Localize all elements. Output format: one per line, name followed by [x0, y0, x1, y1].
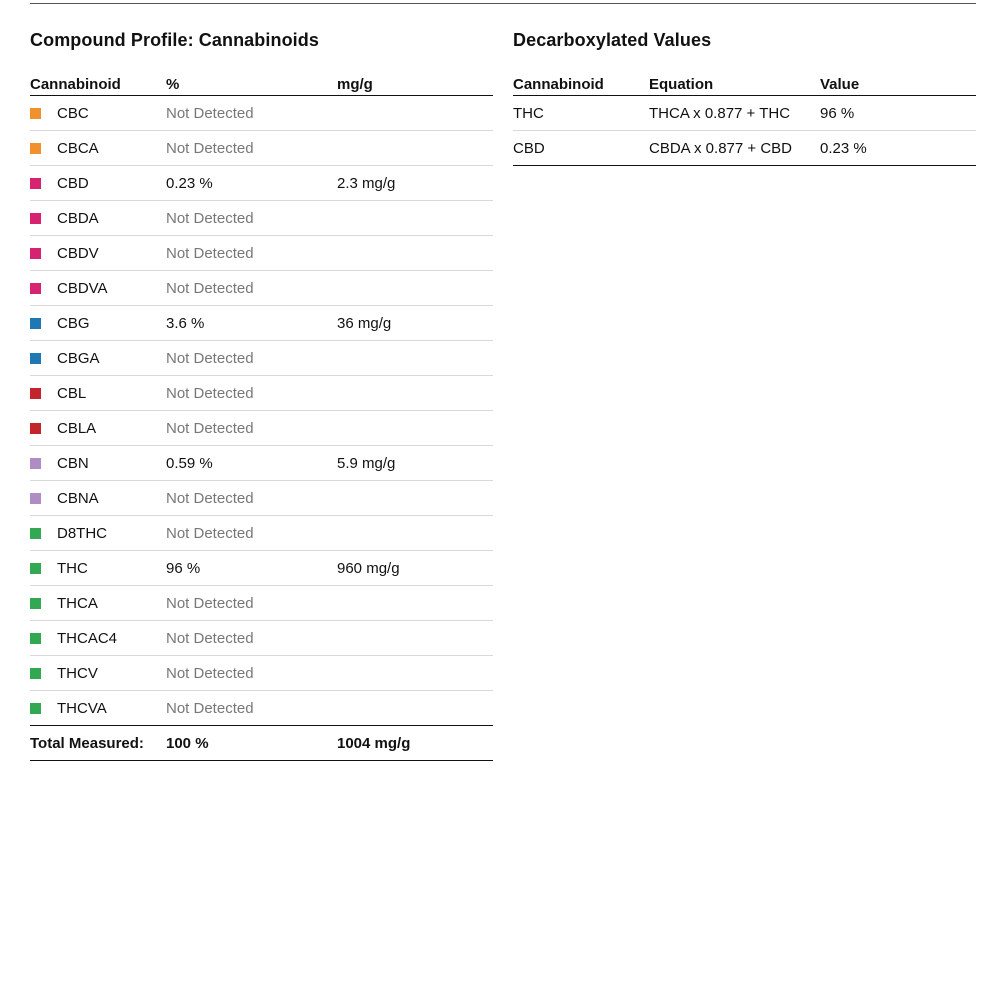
- mg-cell: [337, 586, 493, 621]
- mg-cell: 2.3 mg/g: [337, 166, 493, 201]
- cannabinoid-table-body: [30, 96, 493, 726]
- cannabinoid-name: CBGA: [57, 349, 100, 367]
- mg-cell: [337, 341, 493, 376]
- cannabinoid-cell: [30, 551, 166, 586]
- cannabinoid-table-header: [30, 73, 493, 96]
- table-row: [30, 656, 493, 691]
- equation-cell: CBDA x 0.877 + CBD: [649, 131, 820, 166]
- mg-cell: [337, 271, 493, 306]
- cannabinoid-name: THC: [57, 559, 88, 577]
- table-row: [30, 96, 493, 131]
- top-divider: [30, 3, 976, 4]
- cannabinoid-name: CBCA: [57, 139, 99, 157]
- mg-cell: [337, 236, 493, 271]
- table-row: [30, 201, 493, 236]
- table-row: [30, 551, 493, 586]
- cannabinoid-cell: [30, 131, 166, 166]
- mg-cell: [337, 621, 493, 656]
- table-row: [30, 446, 493, 481]
- color-swatch: [30, 668, 41, 679]
- percent-cell: Not Detected: [166, 96, 337, 131]
- mg-cell: 36 mg/g: [337, 306, 493, 341]
- percent-cell: Not Detected: [166, 516, 337, 551]
- cannabinoid-cell: [30, 516, 166, 551]
- table-row: [513, 131, 976, 166]
- header-decarb-cannabinoid: Cannabinoid: [513, 73, 649, 96]
- mg-cell: [337, 656, 493, 691]
- color-swatch: [30, 318, 41, 329]
- color-swatch: [30, 528, 41, 539]
- cannabinoid-cell: [30, 341, 166, 376]
- color-swatch: [30, 493, 41, 504]
- percent-cell: Not Detected: [166, 236, 337, 271]
- cannabinoid-cell: [30, 166, 166, 201]
- mg-cell: 5.9 mg/g: [337, 446, 493, 481]
- table-row: [30, 376, 493, 411]
- table-row: [30, 691, 493, 726]
- cannabinoid-name: THCA: [57, 594, 98, 612]
- color-swatch: [30, 353, 41, 364]
- percent-cell: 3.6 %: [166, 306, 337, 341]
- cannabinoid-name: THCVA: [57, 699, 107, 717]
- table-row: [30, 166, 493, 201]
- color-swatch: [30, 108, 41, 119]
- cannabinoid-name: CBG: [57, 314, 90, 332]
- total-percent: 100 %: [166, 726, 337, 761]
- color-swatch: [30, 458, 41, 469]
- percent-cell: Not Detected: [166, 699, 254, 717]
- decarboxylated-table: [513, 73, 976, 166]
- color-swatch: [30, 388, 41, 399]
- cannabinoid-name: THCV: [57, 664, 98, 682]
- header-equation: Equation: [649, 73, 820, 96]
- percent-cell: 96 %: [166, 551, 337, 586]
- percent-cell: Not Detected: [166, 271, 337, 306]
- table-row: [30, 411, 493, 446]
- compound-profile-title: Compound Profile: Cannabinoids: [30, 30, 319, 50]
- percent-cell: Not Detected: [166, 411, 337, 446]
- cannabinoid-name: CBDA: [57, 209, 99, 227]
- percent-cell: 0.59 %: [166, 446, 337, 481]
- cannabinoid-cell: [30, 306, 166, 341]
- cannabinoid-name: CBLA: [57, 419, 97, 437]
- table-row: [30, 481, 493, 516]
- total-row: [30, 726, 493, 761]
- value-cell: 0.23 %: [820, 131, 976, 166]
- mg-cell: 960 mg/g: [337, 551, 493, 586]
- table-row: [30, 341, 493, 376]
- cannabinoid-cell: [30, 656, 166, 691]
- cannabinoid-cell: [30, 411, 166, 446]
- cannabinoid-table: [30, 73, 493, 761]
- header-value: Value: [820, 73, 976, 96]
- cannabinoid-cell: [30, 271, 166, 306]
- percent-cell: 0.23 %: [166, 166, 337, 201]
- table-row: [30, 131, 493, 166]
- cannabinoid-cell: [30, 96, 166, 131]
- mg-cell: [337, 516, 493, 551]
- decarboxylated-title: Decarboxylated Values: [513, 30, 712, 50]
- color-swatch: [30, 563, 41, 574]
- header-percent: %: [166, 73, 337, 96]
- cannabinoid-cell: [30, 201, 166, 236]
- table-row: [30, 236, 493, 271]
- mg-cell: [337, 131, 493, 166]
- decarboxylated-section: [513, 27, 976, 166]
- equation-cell: THCA x 0.877 + THC: [649, 96, 820, 131]
- percent-cell: Not Detected: [166, 481, 337, 516]
- percent-cell: Not Detected: [166, 621, 337, 656]
- compound-profile-section: [30, 27, 493, 761]
- color-swatch: [30, 598, 41, 609]
- decarb-name-cell: THC: [513, 96, 649, 131]
- cannabinoid-cell: [30, 376, 166, 411]
- color-swatch: [30, 703, 41, 714]
- table-row: [30, 306, 493, 341]
- table-row: [30, 586, 493, 621]
- mg-cell: [337, 201, 493, 236]
- table-row: [30, 621, 493, 656]
- cannabinoid-name: CBC: [57, 104, 89, 122]
- color-swatch: [30, 143, 41, 154]
- cannabinoid-name: CBDV: [57, 244, 99, 262]
- percent-cell: Not Detected: [166, 131, 337, 166]
- cannabinoid-name: THCAC4: [57, 629, 118, 647]
- table-row: [30, 271, 493, 306]
- total-mg: 1004 mg/g: [337, 726, 493, 761]
- percent-cell: Not Detected: [166, 586, 337, 621]
- percent-cell: Not Detected: [166, 656, 337, 691]
- mg-cell: [337, 96, 493, 131]
- color-swatch: [30, 248, 41, 259]
- cannabinoid-name: CBD: [57, 174, 89, 192]
- cannabinoid-name: CBDVA: [57, 279, 108, 297]
- cannabinoid-name: CBN: [57, 454, 89, 472]
- header-mg: mg/g: [337, 73, 493, 96]
- cannabinoid-cell: [30, 621, 166, 656]
- cannabinoid-name: D8THC: [57, 524, 108, 542]
- decarboxylated-table-header: [513, 73, 976, 96]
- percent-cell: Not Detected: [166, 376, 337, 411]
- decarboxylated-table-body: [513, 96, 976, 166]
- mg-cell: [337, 411, 493, 446]
- header-cannabinoid: Cannabinoid: [30, 73, 166, 96]
- cannabinoid-cell: [30, 691, 166, 726]
- total-label: Total Measured:: [30, 726, 166, 761]
- mg-cell: [337, 481, 493, 516]
- table-row: [513, 96, 976, 131]
- cannabinoid-cell: [30, 236, 166, 271]
- color-swatch: [30, 178, 41, 189]
- table-row: [30, 516, 493, 551]
- cannabinoid-name: CBNA: [57, 489, 99, 507]
- color-swatch: [30, 633, 41, 644]
- percent-cell: Not Detected: [166, 201, 337, 236]
- cannabinoid-cell: [30, 446, 166, 481]
- cannabinoid-name: CBL: [57, 384, 87, 402]
- decarb-name-cell: CBD: [513, 131, 649, 166]
- color-swatch: [30, 423, 41, 434]
- mg-cell: [337, 376, 493, 411]
- percent-cell: Not Detected: [166, 341, 337, 376]
- mg-cell: [337, 691, 493, 726]
- cannabinoid-cell: [30, 481, 166, 516]
- color-swatch: [30, 213, 41, 224]
- color-swatch: [30, 283, 41, 294]
- cannabinoid-cell: [30, 586, 166, 621]
- value-cell: 96 %: [820, 96, 976, 131]
